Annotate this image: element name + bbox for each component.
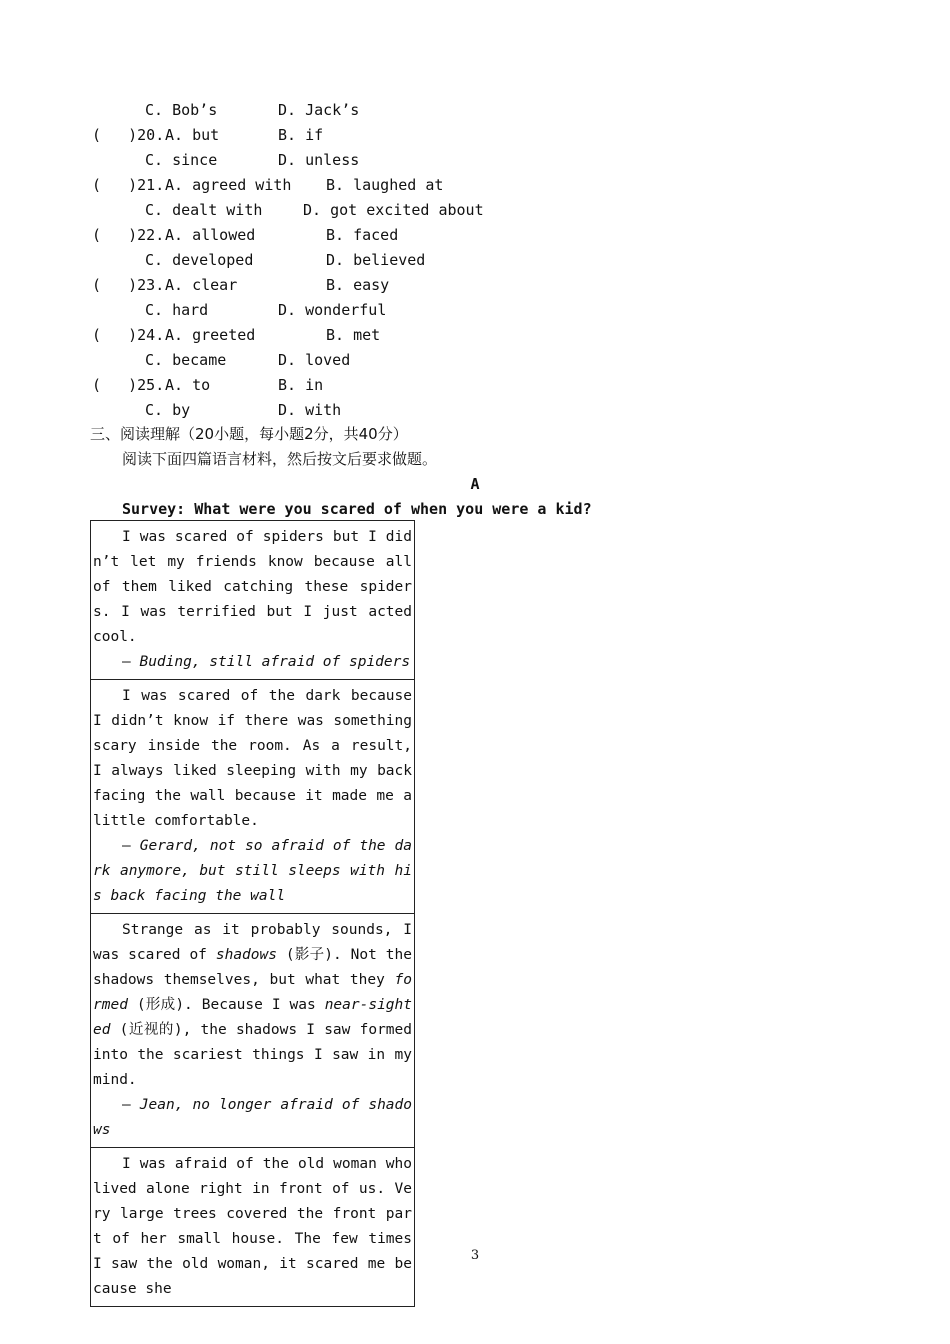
passage-label: A: [470, 475, 480, 493]
q25-option-a: A. to: [165, 376, 211, 394]
survey-title: Survey: What were you scared of when you were a kid?: [122, 500, 592, 518]
q23-option-c: C. hard: [145, 301, 209, 319]
q23-number: ( )23.: [92, 276, 165, 294]
survey-entry-gerard: [91, 680, 415, 914]
q25-option-b: B. in: [278, 376, 324, 394]
q21-option-d: D. got excited about: [303, 201, 484, 219]
q20-option-d: D. unless: [278, 151, 360, 169]
entry-text: I was scared of spiders but I didn’t let my friends know because all of them liked catching these spiders. I was terrified but I just acted cool.: [93, 529, 412, 645]
q22-option-c: C. developed: [145, 251, 254, 269]
q20-option-b: B. if: [278, 126, 324, 144]
signature-dash: —: [122, 1097, 140, 1113]
entry-text: I was scared of the dark because I didn’t know if there was something scary inside the room. As a result, I always liked sleeping with my back facing the wall because it made me a little comfortable.: [93, 688, 412, 829]
q23-option-b: B. easy: [326, 276, 390, 294]
survey-entry-buding: [91, 521, 415, 680]
q23-option-a: A. clear: [165, 276, 238, 294]
q19-option-d: D. Jack’s: [278, 101, 360, 119]
q25-option-c: C. by: [145, 401, 191, 419]
entry-text-part: Strange as it probably sounds, I was scared of: [93, 922, 412, 963]
q23-option-d: D. wonderful: [278, 301, 387, 319]
entry-signature: [93, 650, 412, 675]
q24-number: ( )24.: [92, 326, 165, 344]
signature-text: Gerard, not so afraid of the dark anymore, but still sleeps with his back facing the wall: [93, 838, 412, 904]
entry-signature: [93, 1093, 412, 1143]
q20-option-a: A. but: [165, 126, 220, 144]
keyword-formed: formed: [93, 972, 412, 1013]
entry-text: [93, 918, 412, 1093]
q22-option-a: A. allowed: [165, 226, 256, 244]
q21-option-c: C. dealt with: [145, 201, 263, 219]
section-instruction: 阅读下面四篇语言材料，然后按文后要求做题。: [122, 450, 438, 468]
page-number: 3: [470, 1248, 480, 1263]
keyword-shadows: shadows: [215, 947, 277, 963]
q25-option-d: D. with: [278, 401, 342, 419]
signature-text: Jean, no longer afraid of shadows: [93, 1097, 412, 1138]
q22-number: ( )22.: [92, 226, 165, 244]
q22-option-d: D. believed: [326, 251, 426, 269]
signature-dash: —: [122, 654, 140, 670]
survey-entry-jean: [91, 914, 415, 1148]
entry-text: I was afraid of the old woman who lived alone right in front of us. Very large trees covered the front part of her small house. The few times I saw the old woman, it scared me because she: [93, 1156, 412, 1297]
entry-text-part: (形成). Because I was: [127, 997, 325, 1013]
q22-option-b: B. faced: [326, 226, 399, 244]
q21-option-a: A. agreed with: [165, 176, 292, 194]
survey-entry-old-woman: [91, 1148, 415, 1307]
q20-option-c: C. since: [145, 151, 218, 169]
q24-option-c: C. became: [145, 351, 227, 369]
signature-text: Buding, still afraid of spiders: [139, 654, 411, 670]
q19-option-c: C. Bob’s: [145, 101, 218, 119]
signature-dash: —: [122, 838, 140, 854]
q21-option-b: B. laughed at: [326, 176, 444, 194]
q24-option-b: B. met: [326, 326, 381, 344]
entry-text-part: (影子). Not the shadows themselves, but what they: [93, 947, 412, 988]
q21-number: ( )21.: [92, 176, 165, 194]
survey-table: [90, 520, 415, 1307]
entry-signature: [93, 834, 412, 909]
q25-number: ( )25.: [92, 376, 165, 394]
q20-number: ( )20.: [92, 126, 165, 144]
keyword-near-sighted: near-sighted: [93, 997, 412, 1038]
entry-text-part: (近视的), the shadows I saw formed into the scariest things I saw in my mind.: [93, 1022, 412, 1088]
q24-option-a: A. greeted: [165, 326, 256, 344]
section-title: 三、阅读理解（20小题，每小题2分，共40分）: [90, 425, 408, 443]
q24-option-d: D. loved: [278, 351, 351, 369]
